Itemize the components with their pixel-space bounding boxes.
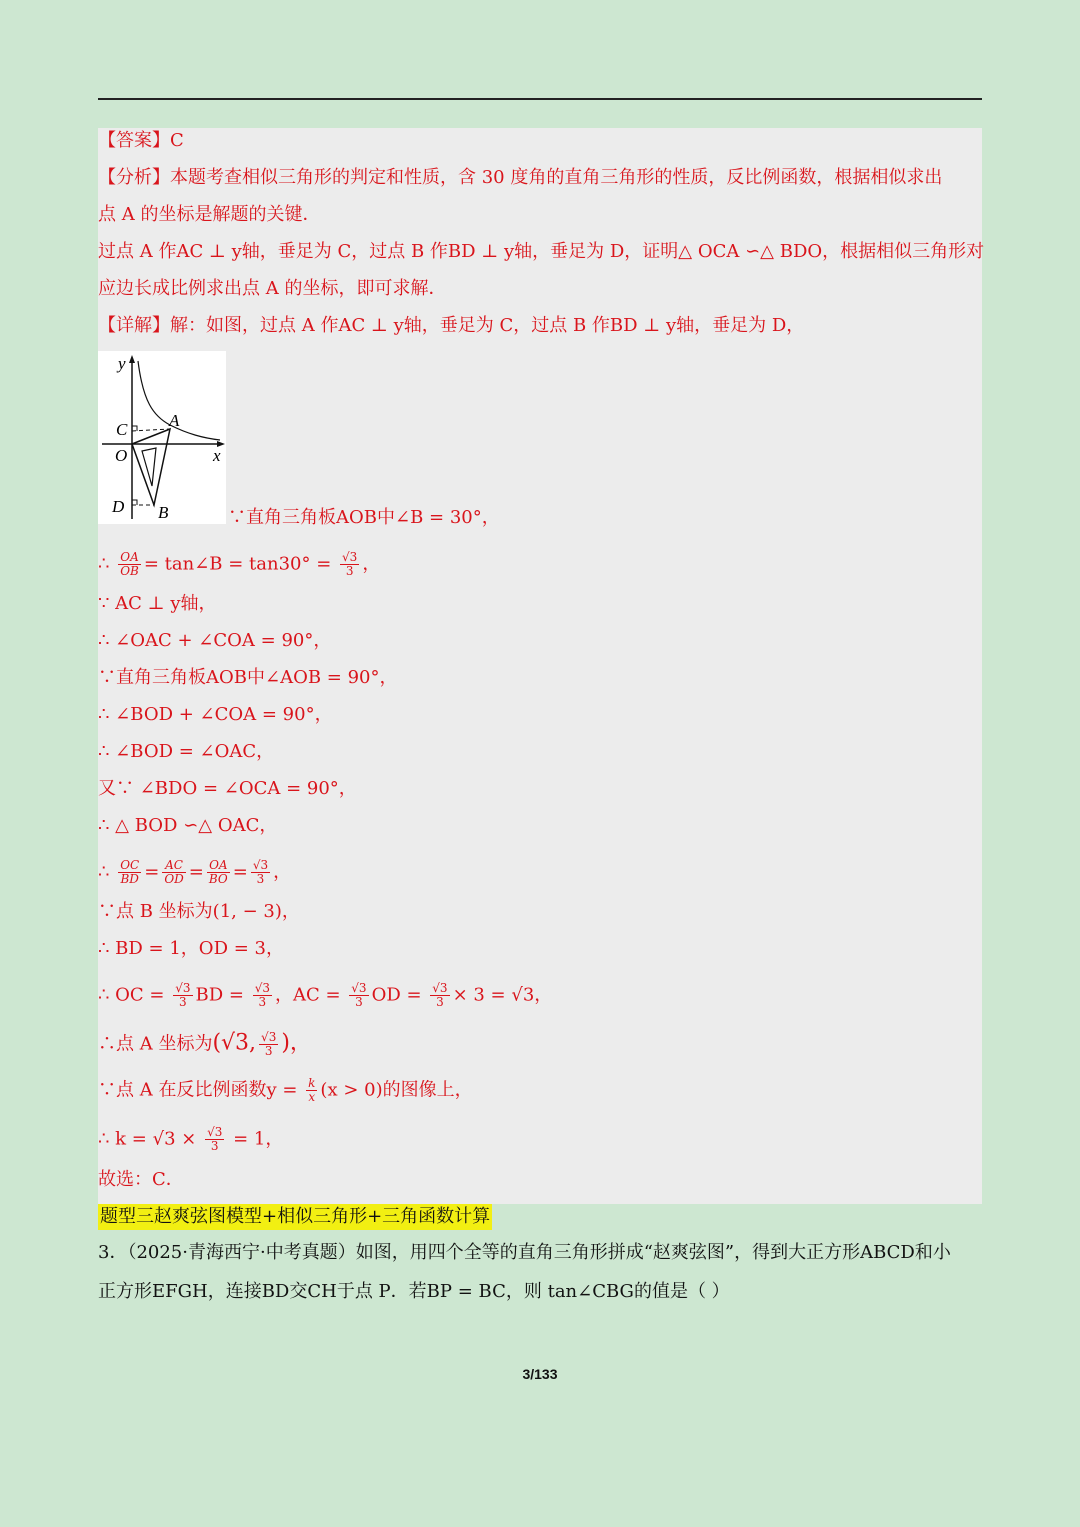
question-line-1: 3．（2025·青海西宁·中考真题）如图，用四个全等的直角三角形拼成“赵爽弦图”，得到大正方形ABCD和小 <box>98 1242 951 1263</box>
step-14-part-b: (x > 0)的图像上， <box>320 1079 473 1101</box>
fraction-denominator: BD <box>120 872 139 886</box>
fraction-root3-3 <box>251 859 270 886</box>
step-10: ∵点 B 坐标为(1, − 3)， <box>98 901 300 922</box>
fraction-denominator: 3 <box>256 872 265 886</box>
step-8: ∴ △ BOD ∽△ OAC， <box>98 815 278 836</box>
topic-title: 题型三赵爽弦图模型+相似三角形+三角函数计算 <box>98 1204 492 1230</box>
fraction-oc-bd <box>118 859 141 886</box>
fraction-oa-bo <box>207 859 230 886</box>
step-7: 又∵ ∠BDO = ∠OCA = 90°， <box>98 778 357 799</box>
analysis-line-1: 【分析】本题考查相似三角形的判定和性质，含 30 度角的直角三角形的性质，反比例函数，根据相似求出 <box>98 167 943 188</box>
x-label: x <box>213 446 221 465</box>
fraction-denominator: 3 <box>179 995 187 1009</box>
fraction-numerator: OA <box>118 551 141 565</box>
fraction-denominator: OB <box>120 564 139 578</box>
fraction-denominator: x <box>308 1090 316 1104</box>
answer-label: 【答案】C <box>98 130 184 151</box>
o-label: O <box>115 446 128 465</box>
step-16: 故选：C． <box>98 1169 184 1190</box>
step-11: ∴ BD = 1，OD = 3， <box>98 938 284 959</box>
step-15-part-a: ∴ k = √3 × <box>98 1128 203 1150</box>
fraction-numerator: OA <box>207 859 230 873</box>
c-label: C <box>116 420 128 439</box>
fraction-k-x <box>306 1077 317 1104</box>
step-13-part-a: ∴点 A 坐标为 <box>98 1033 213 1055</box>
step-3: ∴ ∠OAC + ∠COA = 90°， <box>98 630 332 651</box>
b-label: B <box>158 503 169 522</box>
fraction-numerator: √3 <box>351 981 367 995</box>
detail-after-figure: ∵直角三角板AOB中∠B = 30°， <box>228 507 500 528</box>
fraction-root3-3 <box>205 1126 224 1153</box>
fraction-numerator: √3 <box>252 858 269 872</box>
fraction-denominator: BO <box>208 872 228 886</box>
fraction-denominator: 3 <box>258 995 267 1009</box>
step-13-part-c: )， <box>281 1030 312 1056</box>
step-12-part-d: OD = <box>371 984 428 1006</box>
step-14 <box>98 1077 473 1104</box>
step-12-part-b: BD = <box>195 984 250 1006</box>
fraction-root3-3 <box>259 1031 278 1058</box>
step-9-end: ， <box>273 861 292 883</box>
step-1-middle: = tan∠B = tan30° = <box>143 553 338 575</box>
detail-line-1: 【详解】解：如图，过点 A 作AC ⊥ y轴，垂足为 C，过点 B 作BD ⊥ y轴，垂足为 D， <box>98 315 805 336</box>
fraction-ac-od <box>162 859 185 886</box>
step-4: ∵直角三角板AOB中∠AOB = 90°， <box>98 667 398 688</box>
fraction-numerator: √3 <box>342 550 358 564</box>
fraction-denominator: 3 <box>355 995 363 1009</box>
equals-sign: = <box>144 861 160 883</box>
triangle-inner <box>142 448 156 486</box>
fraction-root3-3 <box>253 982 272 1009</box>
fraction-numerator: k <box>308 1076 316 1090</box>
fraction-numerator: √3 <box>261 1030 277 1044</box>
fraction-denominator: 3 <box>436 995 444 1009</box>
fraction-numerator: √3 <box>207 1125 223 1139</box>
fraction-denominator: 3 <box>210 1139 219 1153</box>
step-2: ∵ AC ⊥ y轴， <box>98 593 217 614</box>
y-label: y <box>118 354 126 373</box>
fraction-root3-3 <box>173 982 192 1009</box>
step-5: ∴ ∠BOD + ∠COA = 90°， <box>98 704 333 725</box>
fraction-root3-3 <box>430 982 449 1009</box>
a-label: A <box>169 411 180 430</box>
question-line-2: 正方形EFGH，连接BD交CH于点 P．若BP = BC，则 tan∠CBG的值是（ ） <box>98 1281 730 1302</box>
step-13 <box>98 1031 312 1058</box>
analysis-line-4: 应边长成比例求出点 A 的坐标，即可求解． <box>98 278 447 299</box>
fraction-denominator: 3 <box>345 564 354 578</box>
fraction-numerator: √3 <box>175 981 191 995</box>
fraction-denominator: 3 <box>264 1044 273 1058</box>
step-1-end: ， <box>362 553 381 575</box>
step-15-part-b: = 1， <box>227 1128 284 1150</box>
step-1 <box>98 551 380 578</box>
fraction-root3-3 <box>349 982 368 1009</box>
step-15 <box>98 1126 283 1153</box>
fraction-numerator: √3 <box>254 981 270 995</box>
equals-sign: = <box>232 861 248 883</box>
step-12 <box>98 982 552 1009</box>
d-label: D <box>112 497 125 516</box>
step-1-prefix: ∴ <box>98 553 116 575</box>
fraction-oa-ob <box>118 551 141 578</box>
analysis-line-2: 点 A 的坐标是解题的关键． <box>98 204 321 225</box>
step-13-part-b: (√3, <box>212 1030 257 1056</box>
header-rule <box>98 98 982 100</box>
fraction-root3-3 <box>340 551 359 578</box>
step-12-part-c: ，AC = <box>274 984 347 1006</box>
step-12-part-e: × 3 = √3， <box>452 984 553 1006</box>
y-axis-arrow <box>129 355 135 363</box>
analysis-line-3: 过点 A 作AC ⊥ y轴，垂足为 C，过点 B 作BD ⊥ y轴，垂足为 D，证明△ OCA ∽△ BDO，根据相似三角形对 <box>98 241 985 262</box>
equals-sign: = <box>188 861 204 883</box>
step-9 <box>98 859 291 886</box>
fraction-numerator: OC <box>120 858 140 872</box>
fraction-denominator: OD <box>164 872 184 886</box>
page-number: 3/133 <box>522 1366 558 1382</box>
step-14-part-a: ∵点 A 在反比例函数y = <box>98 1079 304 1101</box>
step-6: ∴ ∠BOD = ∠OAC， <box>98 741 275 762</box>
triangle-aob <box>132 429 170 505</box>
fraction-numerator: AC <box>162 859 185 873</box>
fraction-numerator: √3 <box>432 981 448 995</box>
step-12-part-a: ∴ OC = <box>98 984 171 1006</box>
figure-svg <box>98 351 226 524</box>
step-9-prefix: ∴ <box>98 861 116 883</box>
hyperbola-figure <box>98 351 226 524</box>
